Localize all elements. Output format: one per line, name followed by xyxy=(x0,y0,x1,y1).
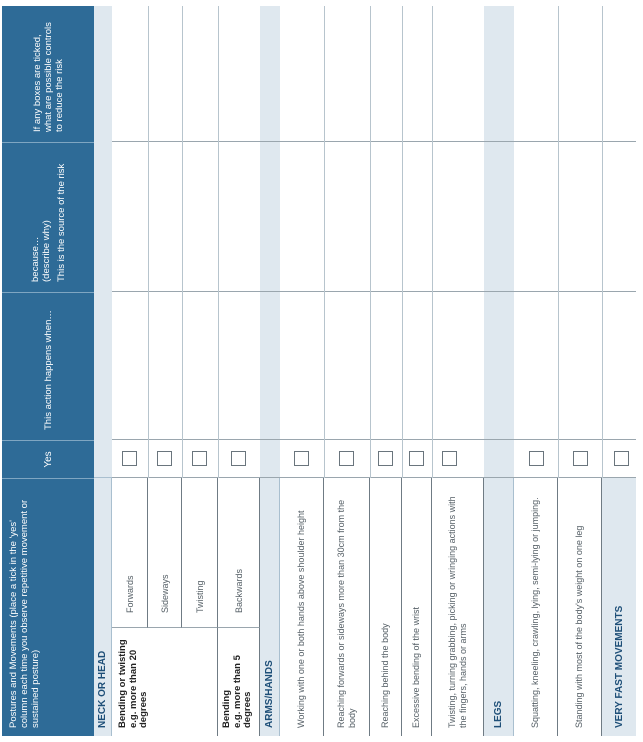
group-bending-twisting xyxy=(112,628,218,736)
header-happens-text: This action happens when… xyxy=(42,310,54,430)
grid-line xyxy=(602,6,603,478)
row-arms-reaching-forwards: Reaching forwards or sideways more than 30cm from the body xyxy=(324,478,370,736)
yes-checkbox-arms-twisting[interactable] xyxy=(442,451,457,466)
yes-checkbox-neck-backwards[interactable] xyxy=(231,451,246,466)
yes-checkbox-arms-above-shoulder[interactable] xyxy=(294,451,309,466)
header-because xyxy=(2,142,94,292)
grid-line xyxy=(324,6,325,478)
group-bending xyxy=(218,628,260,736)
header-postures: Postures and Movements (place a tick in the 'yes' column each time you observe repetitive movement or sustained posture) xyxy=(2,478,94,736)
grid-line xyxy=(402,6,403,478)
yes-checkbox-neck-sideways[interactable] xyxy=(157,451,172,466)
group-bending-twisting-example: e.g. more than 20 degrees xyxy=(127,649,149,728)
header-happens-when xyxy=(2,292,94,440)
yes-checkbox-legs-squatting[interactable] xyxy=(529,451,544,466)
grid-line xyxy=(558,6,559,478)
yes-checkbox-legs-one-leg[interactable] xyxy=(573,451,588,466)
header-because-line3: This is the source of the risk xyxy=(55,163,67,282)
header-yes: Yes xyxy=(2,440,94,478)
grid-line xyxy=(182,6,183,478)
row-legs-squatting: Squatting, kneeling, crawling, lying, semi-lying or jumping. xyxy=(514,478,558,736)
yes-checkbox-very-fast-movements[interactable] xyxy=(614,451,629,466)
header-because-line1: because… xyxy=(29,236,41,282)
row-neck-twisting: Twisting xyxy=(182,478,218,628)
row-legs-one-leg: Standing with most of the body's weight on one leg xyxy=(558,478,602,736)
section-arms-hands: ARMS/HANDS xyxy=(260,478,280,736)
row-neck-sideways: Sideways xyxy=(148,478,182,628)
header-controls-text: If any boxes are ticked, what are possible controls to reduce the risk xyxy=(31,22,65,132)
yes-checkbox-neck-forwards[interactable] xyxy=(122,451,137,466)
section-neck-or-head: NECK OR HEAD xyxy=(94,478,112,736)
yes-checkbox-arms-reaching-behind[interactable] xyxy=(378,451,393,466)
yes-checkbox-arms-reaching-forwards[interactable] xyxy=(339,451,354,466)
section-legs: LEGS xyxy=(484,478,514,736)
grid-line xyxy=(218,6,219,478)
section-very-fast-movements: VERY FAST MOVEMENTS xyxy=(602,478,636,736)
row-neck-forwards: Forwards xyxy=(112,478,148,628)
row-arms-wrist-bending: Excessive bending of the wrist xyxy=(402,478,432,736)
section-band-fill xyxy=(94,6,112,478)
row-arms-twisting-grabbing: Twisting, turning grabbing, picking or wringing actions with the fingers, hands or arms xyxy=(432,478,484,736)
grid-line xyxy=(148,6,149,478)
risk-assessment-form xyxy=(2,6,636,736)
row-arms-above-shoulder: Working with one or both hands above shoulder height xyxy=(280,478,324,736)
header-because-line2: (describe why) xyxy=(40,220,52,282)
group-bending-twisting-label: Bending or twisting xyxy=(117,639,128,728)
grid-line xyxy=(370,6,371,478)
row-neck-backwards: Backwards xyxy=(218,478,260,628)
yes-checkbox-neck-twisting[interactable] xyxy=(192,451,207,466)
group-bending-label: Bending xyxy=(221,690,232,728)
grid-line xyxy=(432,6,433,478)
row-arms-reaching-behind: Reaching behind the body xyxy=(370,478,402,736)
group-bending-example: e.g. more than 5 degrees xyxy=(231,655,253,728)
yes-checkbox-arms-wrist[interactable] xyxy=(409,451,424,466)
header-controls xyxy=(2,6,94,142)
